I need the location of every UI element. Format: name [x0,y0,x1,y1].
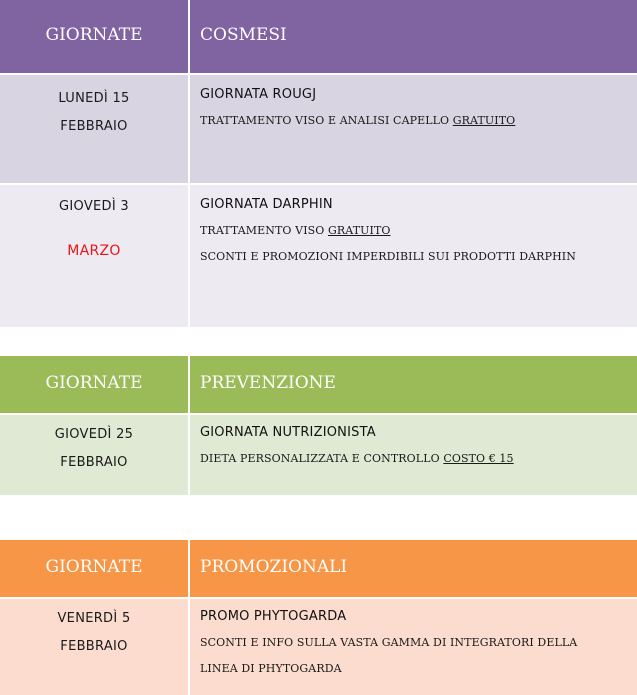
promozionali-row-phytogarda [0,597,637,695]
event-date-day: VENERDÌ 5 [57,611,131,626]
event-description-extra: LINEA DI PHYTOGARDA [200,662,342,675]
event-date-month: FEBBRAIO [60,119,128,134]
event-description-text: TRATTAMENTO VISO E ANALISI CAPELLO [200,114,453,127]
event-date [0,599,190,695]
prevenzione-table [0,356,637,495]
promozionali-header-category: PROMOZIONALI [200,556,348,577]
event-date-month: FEBBRAIO [60,455,128,470]
prevenzione-header-category: PREVENZIONE [200,372,336,393]
cosmesi-row-darphin [0,183,637,327]
event-date-day: GIOVEDÌ 3 [59,199,129,214]
event-date [0,185,190,327]
event-title: GIORNATA DARPHIN [200,197,333,212]
prevenzione-row-nutrizionista [0,413,637,495]
promozionali-table [0,540,637,695]
cosmesi-header-category: COSMESI [200,24,287,45]
event-title: PROMO PHYTOGARDA [200,609,347,624]
event-price-note: COSTO € 15 [443,452,514,465]
event-date [0,415,190,495]
promozionali-header-giornate: GIORNATE [0,540,190,597]
event-date-day: GIOVEDÌ 25 [54,427,134,442]
promozionali-header-row [0,540,637,597]
prevenzione-header-giornate: GIORNATE [0,356,190,413]
event-details [190,75,637,183]
event-description [200,108,629,134]
event-details [190,185,637,327]
event-description [200,446,629,472]
event-date-month: FEBBRAIO [60,639,128,654]
event-date-month: MARZO [67,243,121,259]
cosmesi-header-giornate: GIORNATE [0,0,190,73]
event-price-note: GRATUITO [328,224,391,237]
event-description-text: DIETA PERSONALIZZATA E CONTROLLO [200,452,444,465]
event-details [190,599,637,695]
event-description-extra: SCONTI E PROMOZIONI IMPERDIBILI SUI PRODOTTI DARPHIN [200,250,576,263]
event-title: GIORNATA ROUGJ [200,87,317,102]
event-title: GIORNATA NUTRIZIONISTA [200,425,376,440]
event-date [0,75,190,183]
event-description: SCONTI E INFO SULLA VASTA GAMMA DI INTEGRATORI DELLA [200,636,578,649]
cosmesi-row-rougj [0,73,637,183]
event-price-note: GRATUITO [452,114,516,127]
event-description-text: TRATTAMENTO VISO [200,224,328,237]
cosmesi-header-row [0,0,637,73]
prevenzione-header-row [0,356,637,413]
event-description [200,218,629,244]
event-date-day: LUNEDÌ 15 [58,91,130,106]
cosmesi-table [0,0,637,327]
event-details [190,415,637,495]
